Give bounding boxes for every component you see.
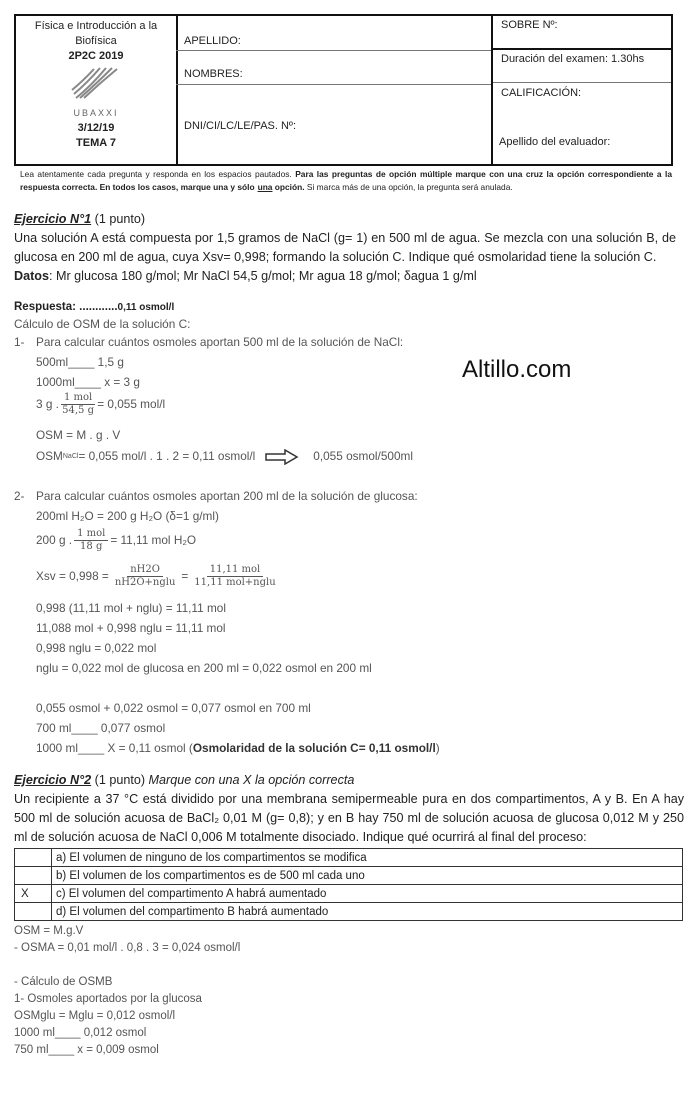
step2-line5: 11,088 mol + 0,998 nglu = 11,11 mol <box>36 621 226 635</box>
step3-line1: 0,055 osmol + 0,022 osmol = 0,077 osmol en 700 ml <box>36 701 311 715</box>
numerator: 11,11 mol <box>207 564 264 577</box>
step1-number: 1- <box>14 335 25 349</box>
sobre-field[interactable]: SOBRE Nº: <box>501 19 558 31</box>
option-text: c) El volumen del compartimento A habrá aumentado <box>52 885 683 903</box>
s1-l5-pre: OSM <box>36 449 63 463</box>
ubaxxi-logo-icon <box>66 66 126 106</box>
fraction <box>115 564 176 589</box>
calc-line: OSM = M.g.V <box>14 925 84 937</box>
arrow-right-icon <box>265 449 299 465</box>
instructions-text-2: Para las preguntas de opción múltiple marque con una cruz la opción correspondiente a la respuesta correcta. En todos los casos, marque una y sólo <box>20 169 672 192</box>
s2-l2-pre: 200 g . <box>36 532 73 547</box>
step2-line2 <box>36 528 196 553</box>
exercise-2-calc <box>14 923 240 1059</box>
s1-l5-sub: NaCl <box>62 453 79 460</box>
exercise-1-title: Ejercicio N°1 <box>14 212 92 226</box>
calc-line: 1000 ml____ 0,012 osmol <box>14 1027 147 1039</box>
option-checkbox[interactable] <box>15 849 52 867</box>
s3-l3-pre: 1000 ml____ X = 0,11 osmol ( <box>36 741 193 755</box>
step1-line2: 1000ml____ x = 3 g <box>36 375 140 389</box>
step1-line4: OSM = M . g . V <box>36 428 121 442</box>
s1-l3-post: = 0,055 mol/l <box>97 396 166 411</box>
course-title-line1: Física e Introducción a la <box>34 20 158 32</box>
logo-text: UBAXXI <box>73 108 119 118</box>
final-result: Osmolaridad de la solución C= 0,11 osmol/l <box>192 741 436 755</box>
evaluador-field[interactable]: Apellido del evaluador: <box>499 136 611 148</box>
option-text: d) El volumen del compartimento B habrá aumentado <box>52 903 683 921</box>
calc-line: - OSMA = 0,01 mol/l . 0,8 . 3 = 0,024 osmol/l <box>14 942 241 954</box>
options-table <box>14 848 683 921</box>
denominator: 11,11 mol+nglu <box>194 577 276 588</box>
numerator: nH2O <box>127 564 163 577</box>
numerator: 1 mol <box>74 528 108 541</box>
answer-label: Respuesta: ............ <box>14 301 118 313</box>
datos-label: Datos <box>14 269 49 283</box>
step1-line3 <box>36 392 165 417</box>
option-checkbox[interactable]: X <box>15 885 52 903</box>
instructions-text-3: opción. <box>274 182 305 192</box>
fraction <box>74 528 108 553</box>
calc-title: Cálculo de OSM de la solución C: <box>14 317 191 331</box>
equals-sign: = <box>181 568 189 583</box>
s1-l3-pre: 3 g . <box>36 396 59 411</box>
course-title-line2: Biofísica <box>75 35 117 47</box>
s1-l5-result: 0,055 osmol/500ml <box>313 449 413 463</box>
s2-l3-pre: Xsv = 0,998 = <box>36 568 109 583</box>
option-text: b) El volumen de los compartimentos es de 500 ml cada uno <box>52 867 683 885</box>
instructions <box>20 168 672 194</box>
exercise-1 <box>14 210 676 286</box>
course-info <box>16 16 178 164</box>
option-row[interactable] <box>15 849 683 867</box>
datos-text: : Mr glucosa 180 g/mol; Mr NaCl 54,5 g/mol; Mr agua 18 g/mol; δagua 1 g/ml <box>49 269 477 283</box>
exam-date: 3/12/19 <box>77 122 115 134</box>
step2-line1: 200ml H₂O = 200 g H₂O (δ=1 g/ml) <box>36 509 219 523</box>
instructions-text-4: Si marca más de una opción, la pregunta será anulada. <box>306 182 513 192</box>
option-checkbox[interactable] <box>15 903 52 921</box>
apellido-field[interactable]: APELLIDO: <box>184 35 241 47</box>
s1-l5-post: = 0,055 mol/l . 1 . 2 = 0,11 osmol/l <box>78 449 256 463</box>
step3-line2: 700 ml____ 0,077 osmol <box>36 721 166 735</box>
duracion-label: Duración del examen: 1.30hs <box>501 53 645 65</box>
instructions-underlined: una <box>257 182 273 192</box>
option-row[interactable] <box>15 885 683 903</box>
option-text: a) El volumen de ninguno de los compartimentos se modifica <box>52 849 683 867</box>
calc-line: 750 ml____ x = 0,009 osmol <box>14 1044 159 1056</box>
step1-title: Para calcular cuántos osmoles aportan 500 ml de la solución de NaCl: <box>36 335 404 349</box>
step1-line1: 500ml____ 1,5 g <box>36 355 124 369</box>
admin-fields <box>491 16 671 164</box>
calc-line: OSMglu = Mglu = 0,012 osmol/l <box>14 1010 176 1022</box>
step2-line7: nglu = 0,022 mol de glucosa en 200 ml = 0,022 osmol en 200 ml <box>36 661 372 675</box>
s2-l2-post: = 11,11 mol H₂O <box>110 532 197 547</box>
s3-l3-post: ) <box>435 741 440 755</box>
exercise-2-statement: Un recipiente a 37 °C está dividido por una membrana semipermeable pura en dos compartimentos, A y B. En A hay 500 ml de solución acuosa de BaCl₂ 0,01 M (g= 0,8); y en B hay 750 ml de solución acuosa de glucosa 0,012 M y 250 ml de solución acuosa de NaCl 0,006 M totalmente disociado. Indique qué ocurrirá al final del proceso: <box>14 792 684 844</box>
fraction <box>194 564 275 589</box>
calc-line: 1- Osmoles aportados por la glucosa <box>14 993 202 1005</box>
exercise-2 <box>14 771 684 847</box>
exercise-2-title: Ejercicio N°2 <box>14 773 92 787</box>
step2-number: 2- <box>14 489 25 503</box>
step2-title: Para calcular cuántos osmoles aportan 200 ml de la solución de glucosa: <box>36 489 418 503</box>
step2-line6: 0,998 nglu = 0,022 mol <box>36 641 157 655</box>
exercise-2-instruction: Marque con una X la opción correcta <box>148 773 355 787</box>
nombres-field[interactable]: NOMBRES: <box>184 68 243 80</box>
fraction <box>61 392 95 417</box>
option-row[interactable] <box>15 867 683 885</box>
step3-line3 <box>36 739 440 759</box>
exercise-2-points: (1 punto) <box>94 773 146 787</box>
tema: TEMA 7 <box>76 137 116 149</box>
calificacion-field[interactable]: CALIFICACIÓN: <box>501 87 582 99</box>
exercise-1-points: (1 punto) <box>94 212 146 226</box>
denominator: 18 g <box>80 541 103 552</box>
denominator: 54,5 g <box>62 405 95 416</box>
student-fields <box>176 16 493 164</box>
calc-line: - Cálculo de OSMB <box>14 976 113 988</box>
denominator: nH2O+nglu <box>114 577 176 588</box>
instructions-text-1: Lea atentamente cada pregunta y responda en los espacios pautados. <box>20 169 292 179</box>
dni-field[interactable]: DNI/CI/LC/LE/PAS. Nº: <box>184 120 297 132</box>
exam-header <box>14 14 673 166</box>
watermark: Altillo.com <box>462 356 572 383</box>
step1-line5 <box>36 447 413 467</box>
step2-line4: 0,998 (11,11 mol + nglu) = 11,11 mol <box>36 601 226 615</box>
answer-value: 0,11 osmol/l <box>117 302 175 313</box>
term: 2P2C 2019 <box>68 50 124 62</box>
numerator: 1 mol <box>61 392 95 405</box>
step2-line3 <box>36 564 278 589</box>
exercise-1-statement: Una solución A está compuesta por 1,5 gramos de NaCl (g= 1) en 500 ml de agua. Se mezcla con una solución B, de glucosa en 200 ml de agua, cuya Xsv= 0,998; formando la solución C. Indique qué osmolaridad tiene la solución C. <box>14 231 676 264</box>
option-checkbox[interactable] <box>15 867 52 885</box>
option-row[interactable] <box>15 903 683 921</box>
